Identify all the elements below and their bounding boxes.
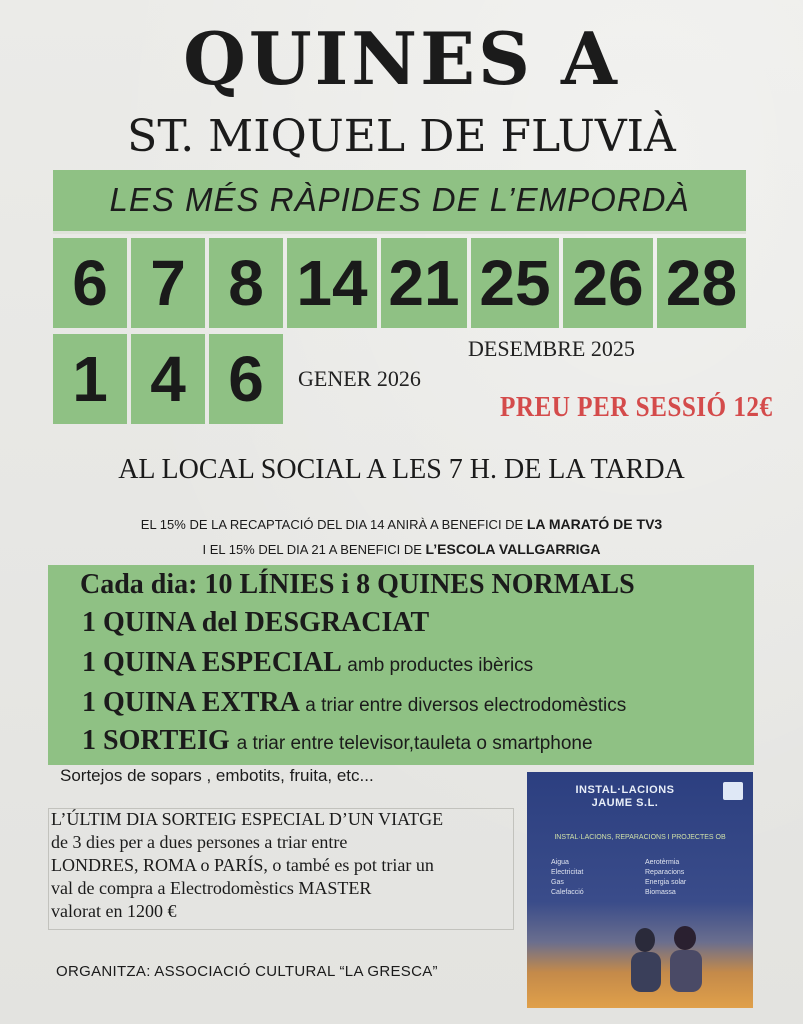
- benefit-text: I EL 15% DEL DIA 21 A BENEFICI DE: [202, 542, 422, 557]
- trip-line: L’ÚLTIM DIA SORTEIG ESPECIAL D’UN VIATGE: [51, 809, 444, 829]
- trip-line: LONDRES, ROMA o PARÍS, o també es pot triar un: [51, 855, 434, 875]
- day-cell: 8: [209, 238, 283, 328]
- prize-item: [82, 687, 626, 719]
- day-cell: 6: [209, 334, 283, 424]
- ad-title: [535, 784, 715, 810]
- day-cell: 1: [53, 334, 127, 424]
- ad-subtitle: INSTAL·LACIONS, REPARACIONS I PROJECTES OB: [554, 834, 726, 841]
- poster-title: QUINES A: [183, 16, 620, 101]
- december-days-row: [53, 238, 746, 328]
- company-logo-icon: [723, 782, 743, 800]
- special-trip-box: [48, 808, 514, 930]
- prize-item: [82, 725, 593, 757]
- ad-title-line: INSTAL·LACIONS: [575, 784, 675, 796]
- price-per-session: PREU PER SESSIÓ 12€: [500, 392, 773, 423]
- january-days-row: [53, 334, 283, 424]
- benefit-line-1: [0, 516, 803, 532]
- poster-location: ST. MIQUEL DE FLUVIÀ: [127, 111, 676, 162]
- ad-service: Energia solar: [645, 879, 687, 886]
- benefit-text: EL 15% DE LA RECAPTACIÓ DEL DIA 14 ANIRÀ A BENEFICI DE: [140, 517, 524, 532]
- ad-service: Electricitat: [551, 869, 584, 876]
- prize-item: [82, 647, 533, 679]
- prize-main: 1 QUINA ESPECIAL: [82, 647, 341, 678]
- day-cell: 14: [287, 238, 377, 328]
- ad-service: Aigua: [551, 859, 569, 866]
- extra-draws: Sortejos de sopars , embotits, fruita, etc...: [60, 766, 374, 785]
- organizer: ORGANITZA: ASSOCIACIÓ CULTURAL “LA GRESCA”: [56, 963, 438, 980]
- january-label: GENER 2026: [298, 366, 421, 391]
- sponsor-ad: [527, 772, 753, 1008]
- prize-detail: a triar entre televisor,tauleta o smartphone: [236, 733, 593, 754]
- day-cell: 6: [53, 238, 127, 328]
- tagline-banner: LES MÉS RÀPIDES DE L’EMPORDÀ: [53, 170, 746, 234]
- prize-detail: amb productes ibèrics: [347, 655, 534, 676]
- ad-service: Calefacció: [551, 889, 584, 896]
- trip-line: val de compra a Electrodomèstics MASTER: [51, 878, 372, 898]
- ad-services-left: [551, 858, 584, 898]
- day-cell: 21: [381, 238, 467, 328]
- prize-main: 1 SORTEIG: [82, 725, 230, 756]
- prizes-box: [48, 565, 754, 765]
- trip-line: de 3 dies per a dues persones a triar entre: [51, 832, 348, 852]
- benefit-recipient: LA MARATÓ DE TV3: [526, 516, 663, 532]
- ad-service: Aerotèrmia: [645, 859, 680, 866]
- ad-service: Reparacions: [645, 869, 685, 876]
- trip-line: valorat en 1200 €: [51, 901, 177, 921]
- prize-main: 1 QUINA EXTRA: [82, 687, 299, 718]
- ad-service: Gas: [551, 879, 564, 886]
- day-cell: 25: [471, 238, 559, 328]
- benefit-recipient: L’ESCOLA VALLGARRIGA: [425, 541, 601, 557]
- prize-item: 1 QUINA del DESGRACIAT: [82, 607, 430, 638]
- ad-service: Biomassa: [645, 889, 676, 896]
- december-label: DESEMBRE 2025: [468, 336, 635, 361]
- day-cell: 28: [657, 238, 746, 328]
- venue-time: AL LOCAL SOCIAL A LES 7 H. DE LA TARDA: [118, 454, 685, 485]
- ad-title-line: JAUME S.L.: [591, 797, 659, 809]
- day-cell: 7: [131, 238, 205, 328]
- day-cell: 26: [563, 238, 653, 328]
- prize-detail: a triar entre diversos electrodomèstics: [305, 695, 627, 716]
- ad-photo-people: [607, 922, 717, 992]
- prize-daily: Cada dia: 10 LÍNIES i 8 QUINES NORMALS: [80, 569, 635, 600]
- benefit-line-2: [0, 541, 803, 557]
- day-cell: 4: [131, 334, 205, 424]
- ad-services-right: [645, 858, 686, 898]
